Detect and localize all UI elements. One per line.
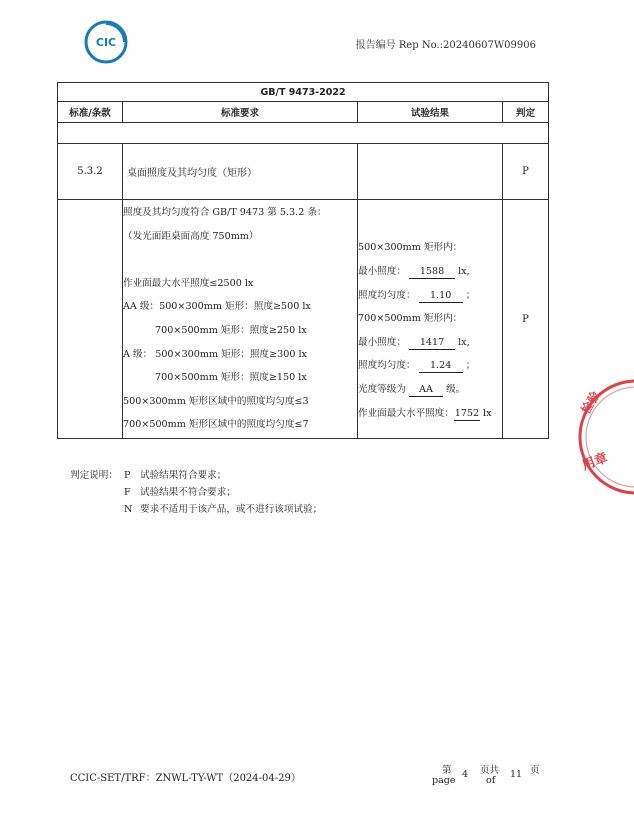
requirement-cell: 桌面照度及其均匀度（矩形） <box>123 144 358 200</box>
page-number: 4 <box>462 769 469 780</box>
svg-text:用章: 用章 <box>580 450 610 474</box>
result-cell <box>358 144 503 200</box>
req-line: 700×500mm 矩形：照度≥150 lx <box>155 372 307 384</box>
doc-id: CCIC-SET/TRF：ZNWL-TY-WT（2024-04-29） <box>70 773 301 784</box>
svg-text:检验: 检验 <box>578 388 603 417</box>
notes-label: 判定说明： <box>70 470 118 481</box>
rect2-min-value: 1417 <box>409 337 455 350</box>
req-line: AA 级：500×300mm 矩形：照度≥500 lx <box>123 301 311 313</box>
standard-title: GB/T 9473-2022 <box>58 83 549 102</box>
cic-logo-icon <box>84 20 128 64</box>
note-item: F 试验结果不符合要求； <box>124 487 236 498</box>
req-line: A 级： 500×300mm 矩形：照度≥300 lx <box>123 348 307 360</box>
detail-verdict-cell: P <box>503 200 549 439</box>
col-header-requirement: 标准要求 <box>123 102 358 123</box>
req-line: 700×500mm 矩形区域中的照度均匀度≤7 <box>123 419 309 431</box>
max-illum-line: 作业面最大水平照度：1752 lx <box>358 407 492 419</box>
col-header-result: 试验结果 <box>358 102 503 123</box>
rect1-uniformity-value: 1.10 <box>419 290 463 303</box>
logo-text: CIC <box>95 36 117 49</box>
detail-clause-cell <box>58 200 123 439</box>
col-header-clause: 标准/条款 <box>58 102 123 123</box>
blank-row <box>58 123 549 144</box>
rect1-min-value: 1588 <box>409 266 455 279</box>
note-item: 判定说明： P 试验结果符合要求； <box>70 467 322 484</box>
rect1-title: 500×300mm 矩形内： <box>358 242 463 254</box>
rect1-min-line: 最小照度： 1588 lx, <box>358 266 470 278</box>
grade-line: 光度等级为 AA 级。 <box>358 383 466 395</box>
col-header-verdict: 判定 <box>503 102 549 123</box>
detail-result-cell <box>358 200 503 439</box>
seal-stamp-icon <box>574 375 634 505</box>
verdict-cell: P <box>503 144 549 200</box>
rect1-uniformity-line: 照度均匀度： 1.10 ； <box>358 289 476 301</box>
rect2-min-line: 最小照度： 1417 lx, <box>358 336 470 348</box>
req-line: 作业面最大水平照度≤2500 lx <box>123 277 254 289</box>
rect2-title: 700×500mm 矩形内： <box>358 313 463 325</box>
detail-requirement-cell <box>123 200 358 439</box>
report-number: 报告编号 Rep No.:20240607W09906 <box>355 40 536 51</box>
test-results-table <box>57 82 549 439</box>
total-pages: 11 <box>510 769 523 780</box>
max-illum-value: 1752 <box>454 407 480 419</box>
note-item: N 要求不适用于该产品，或不进行该项试验； <box>124 504 323 515</box>
rect2-uniformity-line: 照度均匀度： 1.24 ； <box>358 360 476 372</box>
req-line <box>123 248 357 272</box>
req-line: 照度及其均匀度符合 GB/T 9473 第 5.3.2 条： <box>123 207 327 219</box>
clause-cell: 5.3.2 <box>58 144 123 200</box>
grade-value: AA <box>409 384 443 397</box>
req-line: 500×300mm 矩形区域中的照度均匀度≤3 <box>123 395 309 407</box>
rect2-uniformity-value: 1.24 <box>419 360 463 373</box>
req-line: 700×500mm 矩形：照度≥250 lx <box>155 325 307 336</box>
req-line: （发光面距桌面高度 750mm） <box>123 230 259 242</box>
verdict-notes <box>70 467 322 518</box>
